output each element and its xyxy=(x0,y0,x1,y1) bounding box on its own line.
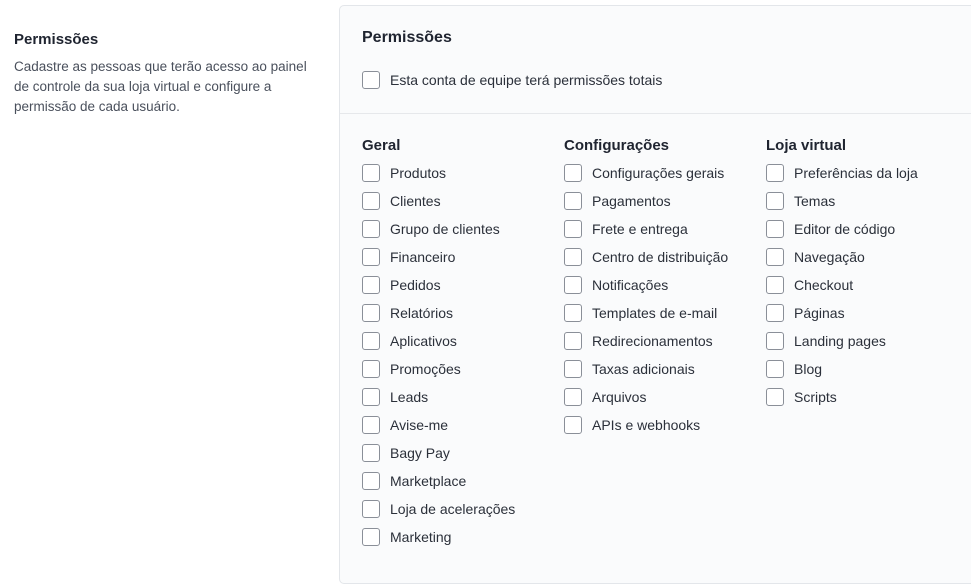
permission-label: Pagamentos xyxy=(592,193,671,209)
permission-label: APIs e webhooks xyxy=(592,417,701,433)
permission-option[interactable] xyxy=(564,359,728,379)
permission-option[interactable] xyxy=(362,387,515,407)
permission-checkbox[interactable] xyxy=(362,360,380,378)
permission-checkbox[interactable] xyxy=(362,192,380,210)
permission-label: Taxas adicionais xyxy=(592,361,695,377)
permission-label: Aplicativos xyxy=(390,333,457,349)
permission-checkbox[interactable] xyxy=(564,304,582,322)
permission-label: Scripts xyxy=(794,389,837,405)
permission-option[interactable] xyxy=(564,415,728,435)
permission-label: Pedidos xyxy=(390,277,441,293)
permission-label: Templates de e-mail xyxy=(592,305,718,321)
permission-label: Blog xyxy=(794,361,823,377)
permission-label: Temas xyxy=(794,193,836,209)
permission-checkbox[interactable] xyxy=(766,304,784,322)
permission-option[interactable] xyxy=(564,247,728,267)
permission-checkbox[interactable] xyxy=(362,164,380,182)
permission-checkbox[interactable] xyxy=(362,500,380,518)
total-permissions-checkbox[interactable] xyxy=(362,71,380,89)
permission-checkbox[interactable] xyxy=(766,332,784,350)
permission-label: Centro de distribuição xyxy=(592,249,729,265)
column-title-loja-virtual: Loja virtual xyxy=(766,137,847,154)
permission-checkbox[interactable] xyxy=(362,528,380,546)
permission-option[interactable] xyxy=(362,471,515,491)
card-title: Permissões xyxy=(362,29,452,46)
permission-checkbox[interactable] xyxy=(564,276,582,294)
permission-label: Avise-me xyxy=(390,417,449,433)
permission-checkbox[interactable] xyxy=(564,248,582,266)
permission-checkbox[interactable] xyxy=(362,304,380,322)
permission-label: Produtos xyxy=(390,165,447,181)
option-list-loja-virtual xyxy=(766,163,918,407)
permission-option[interactable] xyxy=(564,387,728,407)
permission-checkbox[interactable] xyxy=(362,332,380,350)
column-title-configuracoes: Configurações xyxy=(564,137,670,154)
permission-option[interactable] xyxy=(766,303,918,323)
permission-option[interactable] xyxy=(362,247,515,267)
permission-option[interactable] xyxy=(564,219,728,239)
permission-checkbox[interactable] xyxy=(766,248,784,266)
permission-label: Frete e entrega xyxy=(592,221,688,237)
permission-checkbox[interactable] xyxy=(362,416,380,434)
permission-checkbox[interactable] xyxy=(362,276,380,294)
permission-label: Landing pages xyxy=(794,333,886,349)
permission-label: Checkout xyxy=(794,277,854,293)
permission-checkbox[interactable] xyxy=(564,164,582,182)
permission-label: Marketplace xyxy=(390,473,467,489)
permission-label: Loja de acelerações xyxy=(390,501,516,517)
permission-option[interactable] xyxy=(362,331,515,351)
permission-option[interactable] xyxy=(766,219,918,239)
permission-label: Marketing xyxy=(390,529,452,545)
permission-option[interactable] xyxy=(766,275,918,295)
permission-option[interactable] xyxy=(362,415,515,435)
column-loja-virtual xyxy=(766,135,918,415)
permissions-card xyxy=(339,5,971,584)
permission-option[interactable] xyxy=(362,275,515,295)
permission-option[interactable] xyxy=(766,191,918,211)
permission-checkbox[interactable] xyxy=(564,220,582,238)
permission-label: Notificações xyxy=(592,277,669,293)
permission-label: Navegação xyxy=(794,249,865,265)
permission-option[interactable] xyxy=(564,331,728,351)
permission-checkbox[interactable] xyxy=(766,164,784,182)
permission-option[interactable] xyxy=(362,219,515,239)
intro-section xyxy=(14,31,314,117)
permission-checkbox[interactable] xyxy=(564,416,582,434)
permission-option[interactable] xyxy=(766,247,918,267)
permission-checkbox[interactable] xyxy=(362,472,380,490)
permission-option[interactable] xyxy=(362,303,515,323)
permission-checkbox[interactable] xyxy=(564,388,582,406)
permission-label: Relatórios xyxy=(390,305,454,321)
permission-option[interactable] xyxy=(564,163,728,183)
permission-label: Configurações gerais xyxy=(592,165,725,181)
permission-option[interactable] xyxy=(362,499,515,519)
intro-title: Permissões xyxy=(14,31,99,48)
permission-checkbox[interactable] xyxy=(766,220,784,238)
permission-label: Editor de código xyxy=(794,221,896,237)
permission-option[interactable] xyxy=(564,303,728,323)
permission-checkbox[interactable] xyxy=(362,388,380,406)
permission-option[interactable] xyxy=(766,163,918,183)
permission-option[interactable] xyxy=(362,443,515,463)
permission-label: Arquivos xyxy=(592,389,647,405)
permission-option[interactable] xyxy=(362,527,515,547)
permission-checkbox[interactable] xyxy=(766,388,784,406)
divider xyxy=(340,113,971,114)
permission-checkbox[interactable] xyxy=(564,192,582,210)
permission-label: Grupo de clientes xyxy=(390,221,500,237)
permission-option[interactable] xyxy=(362,191,515,211)
permission-option[interactable] xyxy=(766,331,918,351)
permission-label: Redirecionamentos xyxy=(592,333,713,349)
permission-checkbox[interactable] xyxy=(766,192,784,210)
column-geral xyxy=(362,135,515,555)
permission-option[interactable] xyxy=(362,163,515,183)
total-permissions-option[interactable] xyxy=(362,70,662,90)
permission-checkbox[interactable] xyxy=(766,360,784,378)
option-list-geral xyxy=(362,163,515,547)
permission-checkbox[interactable] xyxy=(564,360,582,378)
permission-label: Clientes xyxy=(390,193,441,209)
permission-label: Promoções xyxy=(390,361,461,377)
permission-label: Financeiro xyxy=(390,249,456,265)
permission-checkbox[interactable] xyxy=(362,220,380,238)
column-configuracoes xyxy=(564,135,728,443)
column-title-geral: Geral xyxy=(362,137,401,154)
permission-checkbox[interactable] xyxy=(362,444,380,462)
option-list-configuracoes xyxy=(564,163,728,435)
permission-label: Preferências da loja xyxy=(794,165,918,181)
permission-label: Bagy Pay xyxy=(390,445,450,461)
permission-option[interactable] xyxy=(362,359,515,379)
permission-option[interactable] xyxy=(766,359,918,379)
intro-description: Cadastre as pessoas que terão acesso ao painel de controle da sua loja virtual e configure a permissão de cada usuário. xyxy=(14,59,307,114)
total-permissions-label: Esta conta de equipe terá permissões totais xyxy=(390,72,663,88)
permission-checkbox[interactable] xyxy=(564,332,582,350)
permission-label: Leads xyxy=(390,389,429,405)
permission-option[interactable] xyxy=(564,275,728,295)
permission-checkbox[interactable] xyxy=(362,248,380,266)
permission-checkbox[interactable] xyxy=(766,276,784,294)
permission-option[interactable] xyxy=(766,387,918,407)
permission-option[interactable] xyxy=(564,191,728,211)
permission-label: Páginas xyxy=(794,305,845,321)
